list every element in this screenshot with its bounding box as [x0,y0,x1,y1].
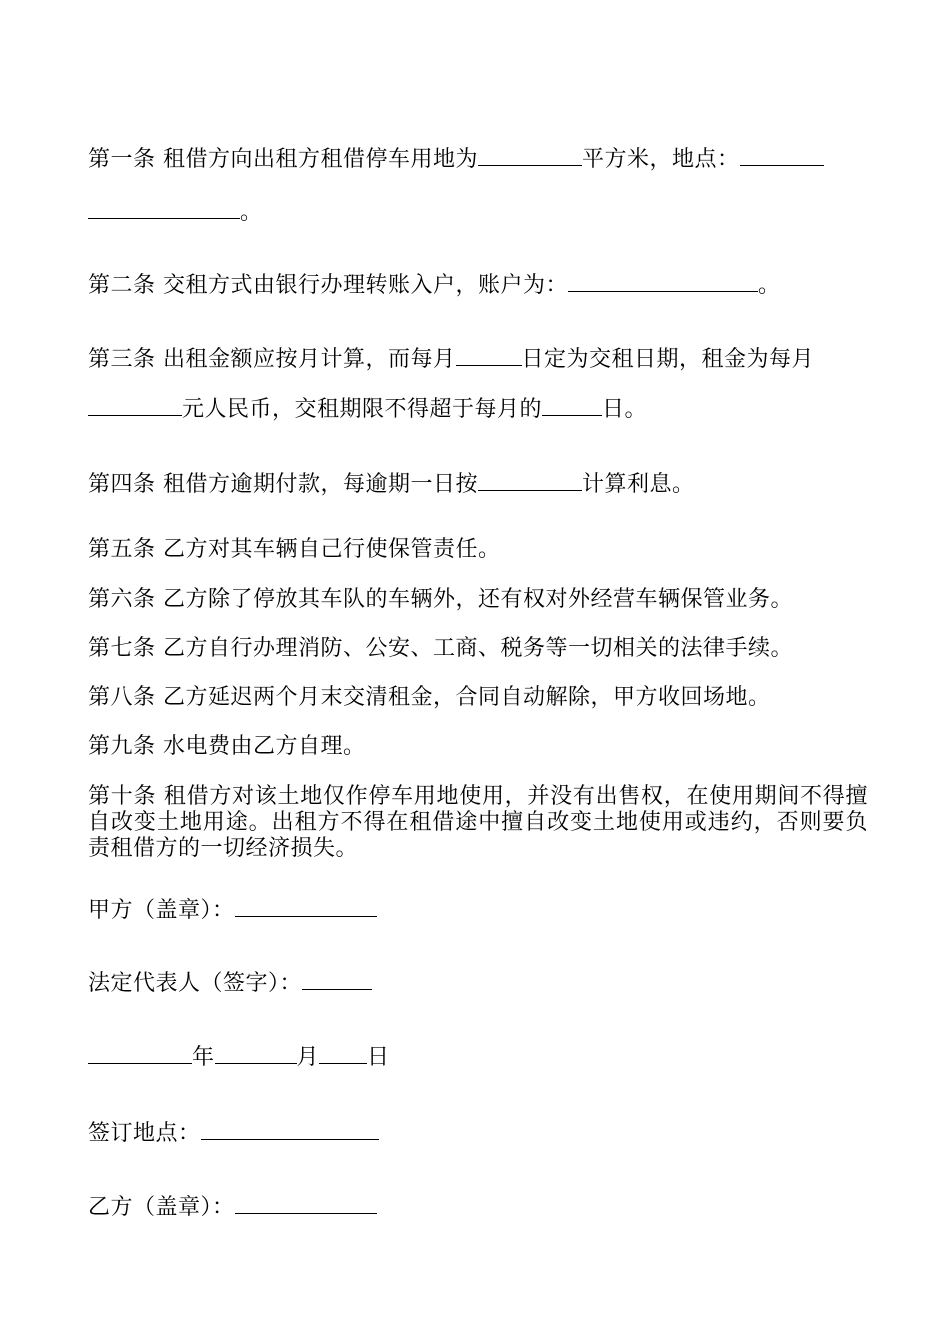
account-blank [568,273,758,292]
article-2-text-b: 。 [758,273,781,298]
area-blank [478,147,582,166]
month-blank [215,1045,297,1064]
article-3-text-a: 第三条 出租金额应按月计算，而每月 [88,347,456,372]
interest-blank [478,472,582,491]
rent-amount-blank [88,397,182,416]
legal-rep-blank [302,971,372,990]
year-label: 年 [192,1045,215,1070]
party-a-seal [88,898,377,924]
article-6: 第六条 乙方除了停放其车队的车辆外，还有权对外经营车辆保管业务。 [88,587,793,612]
article-4-text-a: 第四条 租借方逾期付款，每逾期一日按 [88,472,478,497]
place-blank [201,1121,379,1140]
article-2 [88,273,781,299]
month-label: 月 [296,1045,320,1070]
legal-representative [88,971,372,997]
party-a-label: 甲方（盖章）： [88,898,235,923]
place-label: 签订地点： [88,1121,201,1146]
day-label: 日 [367,1045,390,1070]
signing-place [88,1121,379,1147]
article-3-text-d: 日。 [602,397,648,422]
article-5: 第五条 乙方对其车辆自己行使保管责任。 [88,537,501,562]
deadline-day-blank [542,397,602,416]
party-a-blank [235,898,377,917]
article-3-text-c: 元人民币，交租期限不得超于每月的 [182,397,543,422]
article-8: 第八条 乙方延迟两个月末交清租金，合同自动解除，甲方收回场地。 [88,685,771,710]
day-blank [319,1045,367,1064]
year-blank [88,1045,192,1064]
article-10: 第十条 租借方对该土地仅作停车用地使用，并没有出售权，在使用期间不得擅自改变土地用途。出租方不得在租借途中擅自改变土地使用或违约，否则要负责租借方的一切经济损失。 [88,784,868,861]
article-1-line-1 [88,147,824,173]
article-1-text-b: 平方米，地点： [582,147,740,172]
party-b-seal [88,1195,377,1221]
article-1-line-2 [88,200,263,226]
article-7: 第七条 乙方自行办理消防、公安、工商、税务等一切相关的法律手续。 [88,636,793,661]
location-blank-1 [740,147,824,166]
article-3-line-2 [88,397,647,423]
article-9: 第九条 水电费由乙方自理。 [88,734,366,759]
article-1-text-a: 第一条 租借方向出租方租借停车用地为 [88,147,478,172]
party-b-label: 乙方（盖章）： [88,1195,235,1220]
article-1-text-c: 。 [240,200,263,225]
signing-date [88,1045,390,1071]
location-blank-2 [88,200,240,219]
rent-day-blank [456,347,522,366]
legal-rep-label: 法定代表人（签字）： [88,971,303,996]
article-2-text-a: 第二条 交租方式由银行办理转账入户，账户为： [88,273,568,298]
party-b-blank [235,1195,377,1214]
article-3-line-1 [88,347,814,373]
article-4-text-b: 计算利息。 [582,472,695,497]
article-3-text-b: 日定为交租日期，租金为每月 [521,347,815,372]
article-4 [88,472,695,498]
